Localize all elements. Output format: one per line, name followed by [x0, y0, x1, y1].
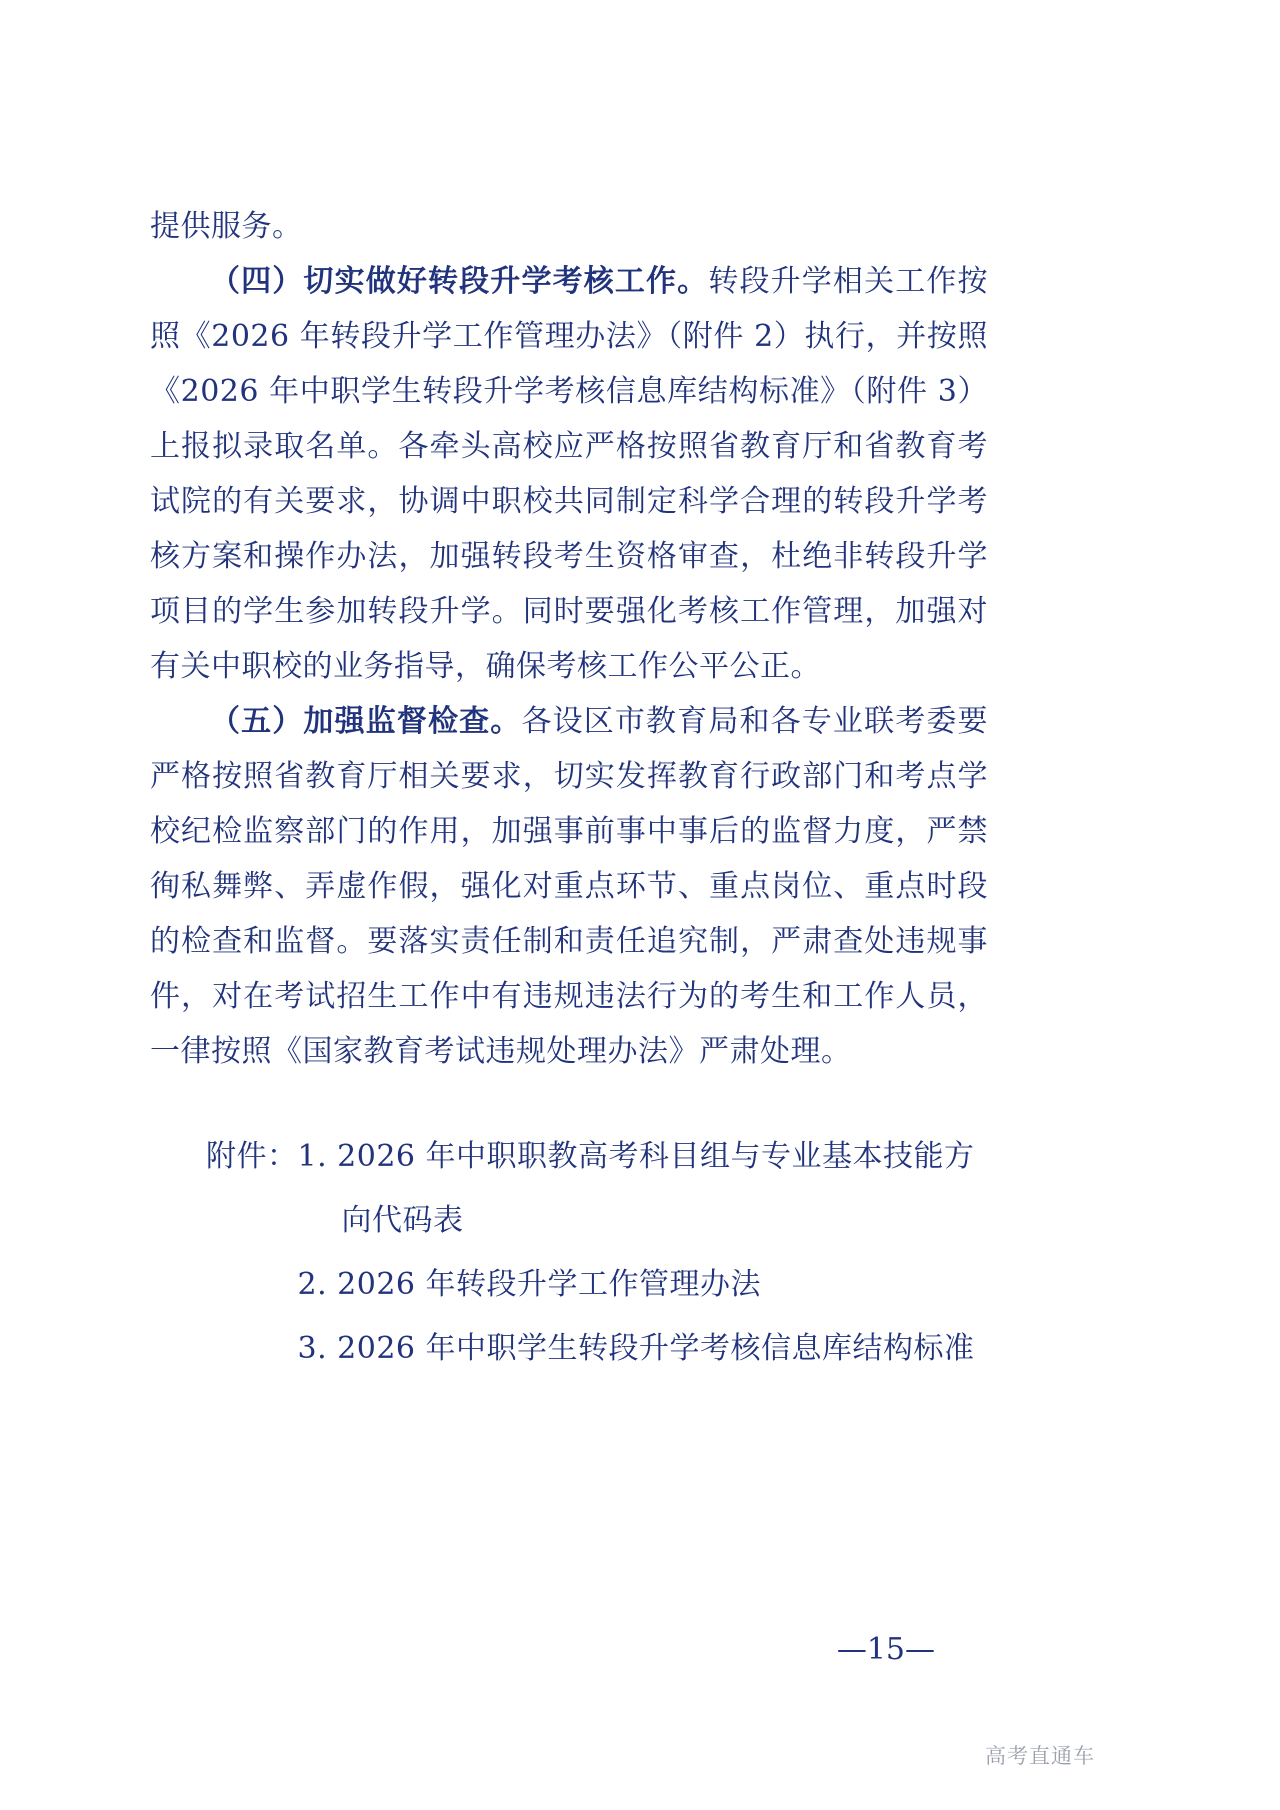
attachment-item-3: 3. 2026 年中职学生转段升学考核信息库结构标准 — [297, 1331, 975, 1366]
paragraph-section-5-lead: （五）加强监督检查。 — [210, 704, 522, 739]
paragraph-section-5-text: 各设区市教育局和各专业联考委要严格按照省教育厅相关要求，切实发挥教育行政部门和考点学校纪检监察部门的作用，加强事前事中事后的监督力度，严禁徇私舞弊、弄虚作假，强化对重点环节、重点岗位、重点时段的检查和监督。要落实责任制和责任追究制，严肃查处违规事件，对在考试招生工作中有违规违法行为的考生和工作人员，一律按照《国家教育考试违规处理办法》严肃处理。 — [150, 704, 989, 1069]
page-number: —15— — [836, 1632, 935, 1667]
watermark-text: 高考直通车 — [985, 1744, 1095, 1768]
attachments-list — [298, 1125, 988, 1381]
document-body — [150, 199, 988, 1381]
paragraph-section-4 — [150, 254, 988, 694]
paragraph-continuation: 提供服务。 — [150, 209, 303, 244]
attachments-block — [206, 1125, 988, 1381]
attachments-label: 附件： — [206, 1139, 298, 1174]
paragraph-section-4-text: 转段升学相关工作按照《2026 年转段升学工作管理办法》（附件 2）执行，并按照《2026 年中职学生转段升学考核信息库结构标准》（附件 3）上报拟录取名单。各牵头高校应严格按照省教育厅和省教育考试院的有关要求，协调中职校共同制定科学合理的转段升学考核方案和操作办法，加强转段考生资格审查，杜绝非转段升学项目的学生参加转段升学。同时要强化考核工作管理，加强对有关中职校的业务指导，确保考核工作公平公正。 — [150, 264, 989, 684]
paragraph-section-5 — [150, 694, 988, 1079]
attachment-item-2: 2. 2026 年转段升学工作管理办法 — [297, 1267, 762, 1302]
attachment-item-1: 1. 2026 年中职职教高考科目组与专业基本技能方向代码表 — [297, 1139, 975, 1238]
paragraph-section-4-lead: （四）切实做好转段升学考核工作。 — [210, 264, 709, 299]
